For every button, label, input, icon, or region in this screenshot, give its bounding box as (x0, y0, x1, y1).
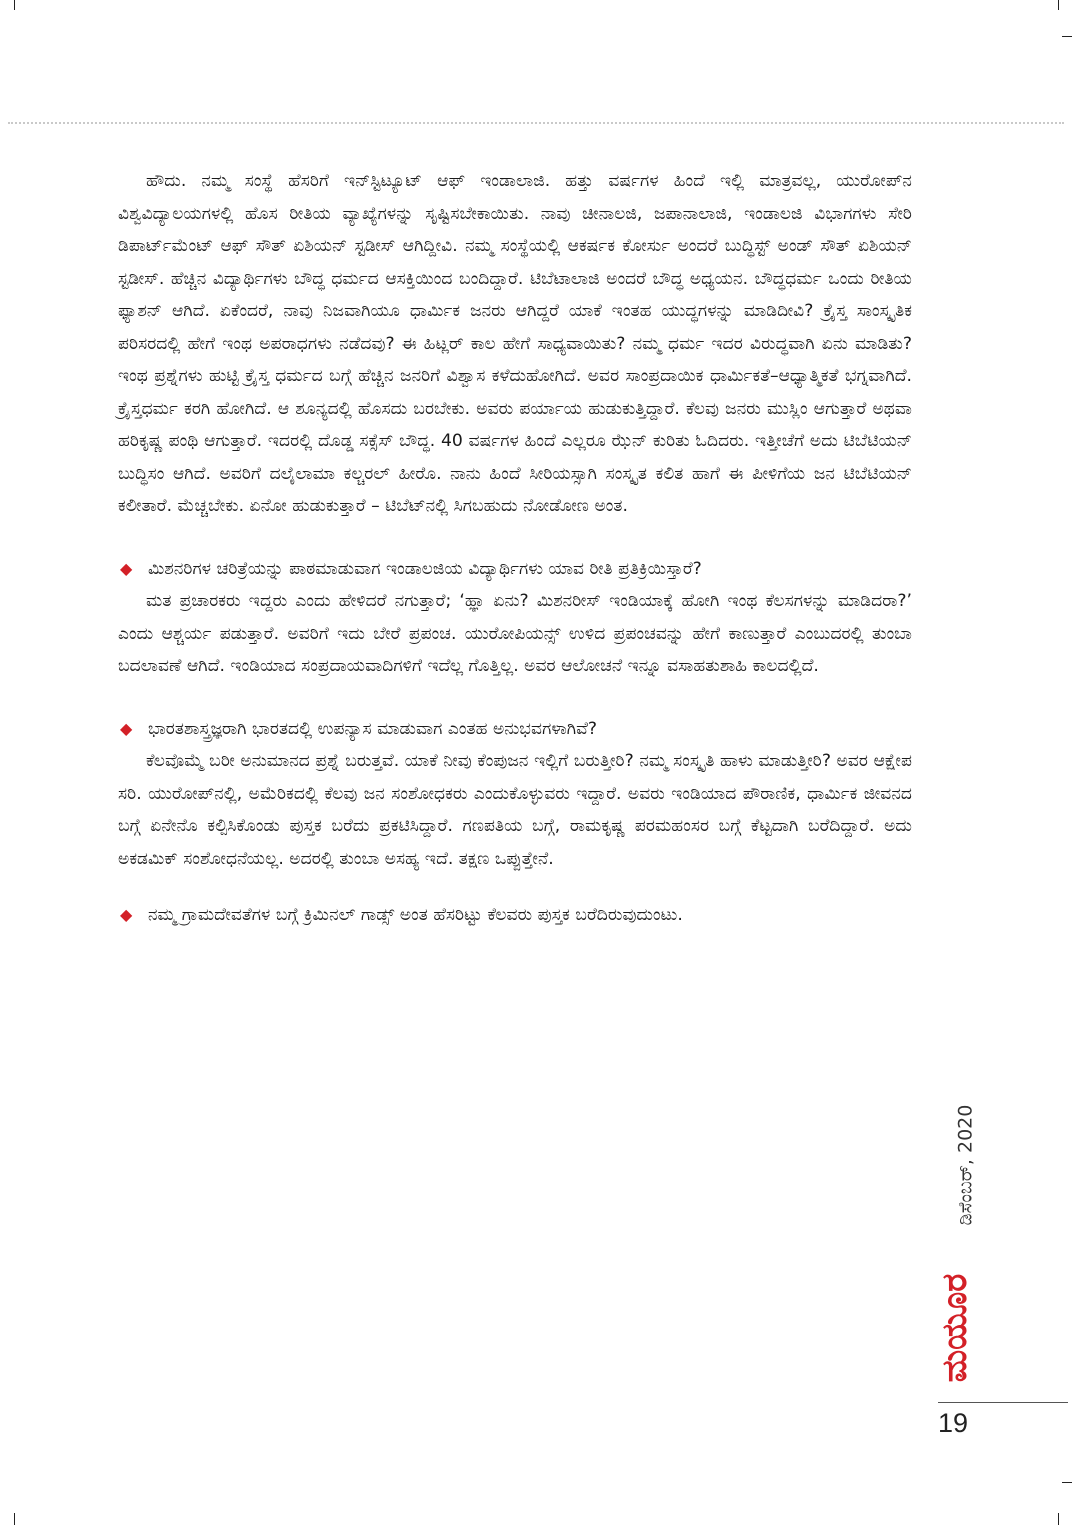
issue-date-text: ಡಿಸೆಂಬರ್, 2020 (954, 1104, 976, 1226)
interview-question (118, 553, 912, 586)
header-dotted-rule (8, 122, 1064, 124)
article-body (118, 165, 912, 932)
magazine-logo-text: ಮಯೂರ (935, 1273, 975, 1383)
answer-paragraph: ಕೆಲವೊಮ್ಮೆ ಬರೀ ಅನುಮಾನದ ಪ್ರಶ್ನೆ ಬರುತ್ತವೆ. ಯಾಕೆ ನೀವು ಕೆಂಪುಜನ ಇಲ್ಲಿಗೆ ಬರುತ್ತೀರಿ? ನಮ್ಮ ಸಂಸ್ಕೃತಿ ಹಾಳು ಮಾಡುತ್ತೀರಿ? ಅವರ ಆಕ್ಷೇಪ ಸರಿ. ಯುರೋಪ್‌ನಲ್ಲಿ, ಅಮೆರಿಕದಲ್ಲಿ ಕೆಲವು ಜನ ಸಂಶೋಧಕರು ಎಂದುಕೊಳ್ಳುವರು ಇದ್ದಾರೆ. ಅವರು ಇಂಡಿಯಾದ ಪೌರಾಣಿಕ, ಧಾರ್ಮಿಕ ಜೀವನದ ಬಗ್ಗೆ ಏನೇನೊ ಕಲ್ಪಿಸಿಕೊಂಡು ಪುಸ್ತಕ ಬರೆದು ಪ್ರಕಟಿಸಿದ್ದಾರೆ. ಗಣಪತಿಯ ಬಗ್ಗೆ, ರಾಮಕೃಷ್ಣ ಪರಮಹಂಸರ ಬಗ್ಗೆ ಕೆಟ್ಟದಾಗಿ ಬರೆದಿದ್ದಾರೆ. ಅದು ಅಕಡಮಿಕ್ ಸಂಶೋಧನೆಯಲ್ಲ. ಅದರಲ್ಲಿ ತುಂಬಾ ಅಸಹ್ಯ ಇದೆ. ತಕ್ಷಣ ಒಪ್ಪುತ್ತೇನೆ. (118, 751, 912, 869)
interview-question (118, 713, 912, 746)
crop-mark-right-lower (1062, 1482, 1072, 1483)
diamond-bullet-icon: ◆ (120, 718, 133, 738)
question-text: ಭಾರತಶಾಸ್ತ್ರಜ್ಞರಾಗಿ ಭಾರತದಲ್ಲಿ ಉಪನ್ಯಾಸ ಮಾಡುವಾಗ ಎಂತಹ ಅನುಭವಗಳಾಗಿವೆ? (148, 718, 598, 739)
question-text: ಮಿಶನರಿಗಳ ಚರಿತ್ರೆಯನ್ನು ಪಾಠಮಾಡುವಾಗ ಇಂಡಾಲಜಿಯ ವಿದ್ಯಾರ್ಥಿಗಳು ಯಾವ ರೀತಿ ಪ್ರತಿಕ್ರಿಯಿಸ್ತಾರೆ? (148, 558, 702, 579)
interview-question (118, 899, 912, 932)
crop-mark-right-upper (1062, 36, 1072, 37)
answer-paragraph: ಮತ ಪ್ರಚಾರಕರು ಇದ್ದರು ಎಂದು ಹೇಳಿದರೆ ನಗುತ್ತಾರೆ; ‘ಹ್ಞಾ ಏನು? ಮಿಶನರೀಸ್ ಇಂಡಿಯಾಕ್ಕೆ ಹೋಗಿ ಇಂಥ ಕೆಲಸಗಳನ್ನು ಮಾಡಿದರಾ?’ ಎಂದು ಆಶ್ಚರ್ಯ ಪಡುತ್ತಾರೆ. ಅವರಿಗೆ ಇದು ಬೇರೆ ಪ್ರಪಂಚ. ಯುರೋಪಿಯನ್ಸ್ ಉಳಿದ ಪ್ರಪಂಚವನ್ನು ಹೇಗೆ ಕಾಣುತ್ತಾರೆ ಎಂಬುದರಲ್ಲಿ ತುಂಬಾ ಬದಲಾವಣೆ ಆಗಿದೆ. ಇಂಡಿಯಾದ ಸಂಪ್ರದಾಯವಾದಿಗಳಿಗೆ ಇದೆಲ್ಲ ಗೊತ್ತಿಲ್ಲ. ಅವರ ಆಲೋಚನೆ ಇನ್ನೂ ವಸಾಹತುಶಾಹಿ ಕಾಲದಲ್ಲಿದೆ. (118, 591, 912, 676)
answer-paragraph: ಹೌದು. ನಮ್ಮ ಸಂಸ್ಥೆ ಹೆಸರಿಗೆ ಇನ್‌ಸ್ಟಿಟ್ಯೂಟ್ ಆಫ್ ಇಂಡಾಲಾಜಿ. ಹತ್ತು ವರ್ಷಗಳ ಹಿಂದೆ ಇಲ್ಲಿ ಮಾತ್ರವಲ್ಲ, ಯುರೋಪ್‌ನ ವಿಶ್ವವಿದ್ಯಾಲಯಗಳಲ್ಲಿ ಹೊಸ ರೀತಿಯ ವ್ಯಾಖ್ಯೆಗಳನ್ನು ಸೃಷ್ಟಿಸಬೇಕಾಯಿತು. ನಾವು ಚೀನಾಲಜಿ, ಜಪಾನಾಲಾಜಿ, ಇಂಡಾಲಜಿ ವಿಭಾಗಗಳು ಸೇರಿ ಡಿಪಾರ್ಟ್‌ಮೆಂಟ್ ಆಫ್ ಸೌತ್ ಏಶಿಯನ್ ಸ್ಟಡೀಸ್ ಆಗಿದ್ದೀವಿ. ನಮ್ಮ ಸಂಸ್ಥೆಯಲ್ಲಿ ಆಕರ್ಷಕ ಕೋರ್ಸು ಅಂದರೆ ಬುದ್ಧಿಸ್ಟ್ ಅಂಡ್ ಸೌತ್ ಏಶಿಯನ್ ಸ್ಟಡೀಸ್. ಹೆಚ್ಚಿನ ವಿದ್ಯಾರ್ಥಿಗಳು ಬೌದ್ಧ ಧರ್ಮದ ಆಸಕ್ತಿಯಿಂದ ಬಂದಿದ್ದಾರೆ. ಟಿಬೆಟಾಲಾಜಿ ಅಂದರೆ ಬೌದ್ಧ ಅಧ್ಯಯನ. ಬೌದ್ಧಧರ್ಮ ಒಂದು ರೀತಿಯ ಫ್ಯಾಶನ್ ಆಗಿದೆ. ಏಕೆಂದರೆ, ನಾವು ನಿಜವಾಗಿಯೂ ಧಾರ್ಮಿಕ ಜನರು ಆಗಿದ್ದರೆ ಯಾಕೆ ಇಂತಹ ಯುದ್ಧಗಳನ್ನು ಮಾಡಿದೀವಿ? ಕ್ರೈಸ್ತ ಸಾಂಸ್ಕೃತಿಕ ಪರಿಸರದಲ್ಲಿ ಹೇಗೆ ಇಂಥ ಅಪರಾಧಗಳು ನಡೆದವು? ಈ ಹಿಟ್ಲರ್ ಕಾಲ ಹೇಗೆ ಸಾಧ್ಯವಾಯಿತು? ನಮ್ಮ ಧರ್ಮ ಇದರ ವಿರುದ್ಧವಾಗಿ ಏನು ಮಾಡಿತು? ಇಂಥ ಪ್ರಶ್ನೆಗಳು ಹುಟ್ಟಿ ಕ್ರೈಸ್ತ ಧರ್ಮದ ಬಗ್ಗೆ ಹೆಚ್ಚಿನ ಜನರಿಗೆ ವಿಶ್ವಾಸ ಕಳೆದುಹೋಗಿದೆ. ಅವರ ಸಾಂಪ್ರದಾಯಿಕ ಧಾರ್ಮಿಕತೆ–ಆಧ್ಯಾತ್ಮಿಕತೆ ಭಗ್ನವಾಗಿದೆ. ಕ್ರೈಸ್ತಧರ್ಮ ಕರಗಿ ಹೋಗಿದೆ. ಆ ಶೂನ್ಯದಲ್ಲಿ ಹೊಸದು ಬರಬೇಕು. ಅವರು ಪರ್ಯಾಯ ಹುಡುಕುತ್ತಿದ್ದಾರೆ. ಕೆಲವು ಜನರು ಮುಸ್ಲಿಂ ಆಗುತ್ತಾರೆ ಅಥವಾ ಹರಿಕೃಷ್ಣ ಪಂಥಿ ಆಗುತ್ತಾರೆ. ಇದರಲ್ಲಿ ದೊಡ್ಡ ಸಕ್ಸೆಸ್ ಬೌದ್ಧ. 40 ವರ್ಷಗಳ ಹಿಂದೆ ಎಲ್ಲರೂ ಝೆನ್ ಕುರಿತು ಓದಿದರು. ಇತ್ತೀಚೆಗೆ ಅದು ಟಿಬೆಟಿಯನ್ ಬುದ್ಧಿಸಂ ಆಗಿದೆ. ಅವರಿಗೆ ದಲೈಲಾಮಾ ಕಲ್ಚರಲ್ ಹೀರೊ. ನಾನು ಹಿಂದೆ ಸೀರಿಯಸ್ಸಾಗಿ ಸಂಸ್ಕೃತ ಕಲಿತ ಹಾಗೆ ಈ ಪೀಳಿಗೆಯ ಜನ ಟಿಬೆಟಿಯನ್ ಕಲೀತಾರೆ. ಮೆಚ್ಚಬೇಕು. ಏನೋ ಹುಡುಕುತ್ತಾರೆ – ಟಿಬೆಟ್‌ನಲ್ಲಿ ಸಿಗಬಹುದು ನೋಡೋಣ ಅಂತ. (118, 171, 912, 516)
crop-mark-top-right (1058, 0, 1059, 10)
issue-date (955, 1090, 975, 1240)
crop-mark-bottom-right (1058, 1513, 1059, 1525)
diamond-bullet-icon: ◆ (120, 558, 133, 578)
magazine-logo (935, 1258, 975, 1398)
page-number: 19 (938, 1408, 969, 1438)
question-text: ನಮ್ಮ ಗ್ರಾಮದೇವತೆಗಳ ಬಗ್ಗೆ ಕ್ರಿಮಿನಲ್ ಗಾಡ್ಸ್ ಅಂತ ಹೆಸರಿಟ್ಟು ಕೆಲವರು ಪುಸ್ತಕ ಬರೆದಿರುವುದುಂಟು. (148, 905, 683, 925)
footer-rule (938, 1402, 1068, 1403)
crop-mark-bottom-left (14, 1513, 15, 1525)
crop-mark-top-left (14, 0, 15, 10)
diamond-bullet-icon: ◆ (120, 905, 133, 924)
